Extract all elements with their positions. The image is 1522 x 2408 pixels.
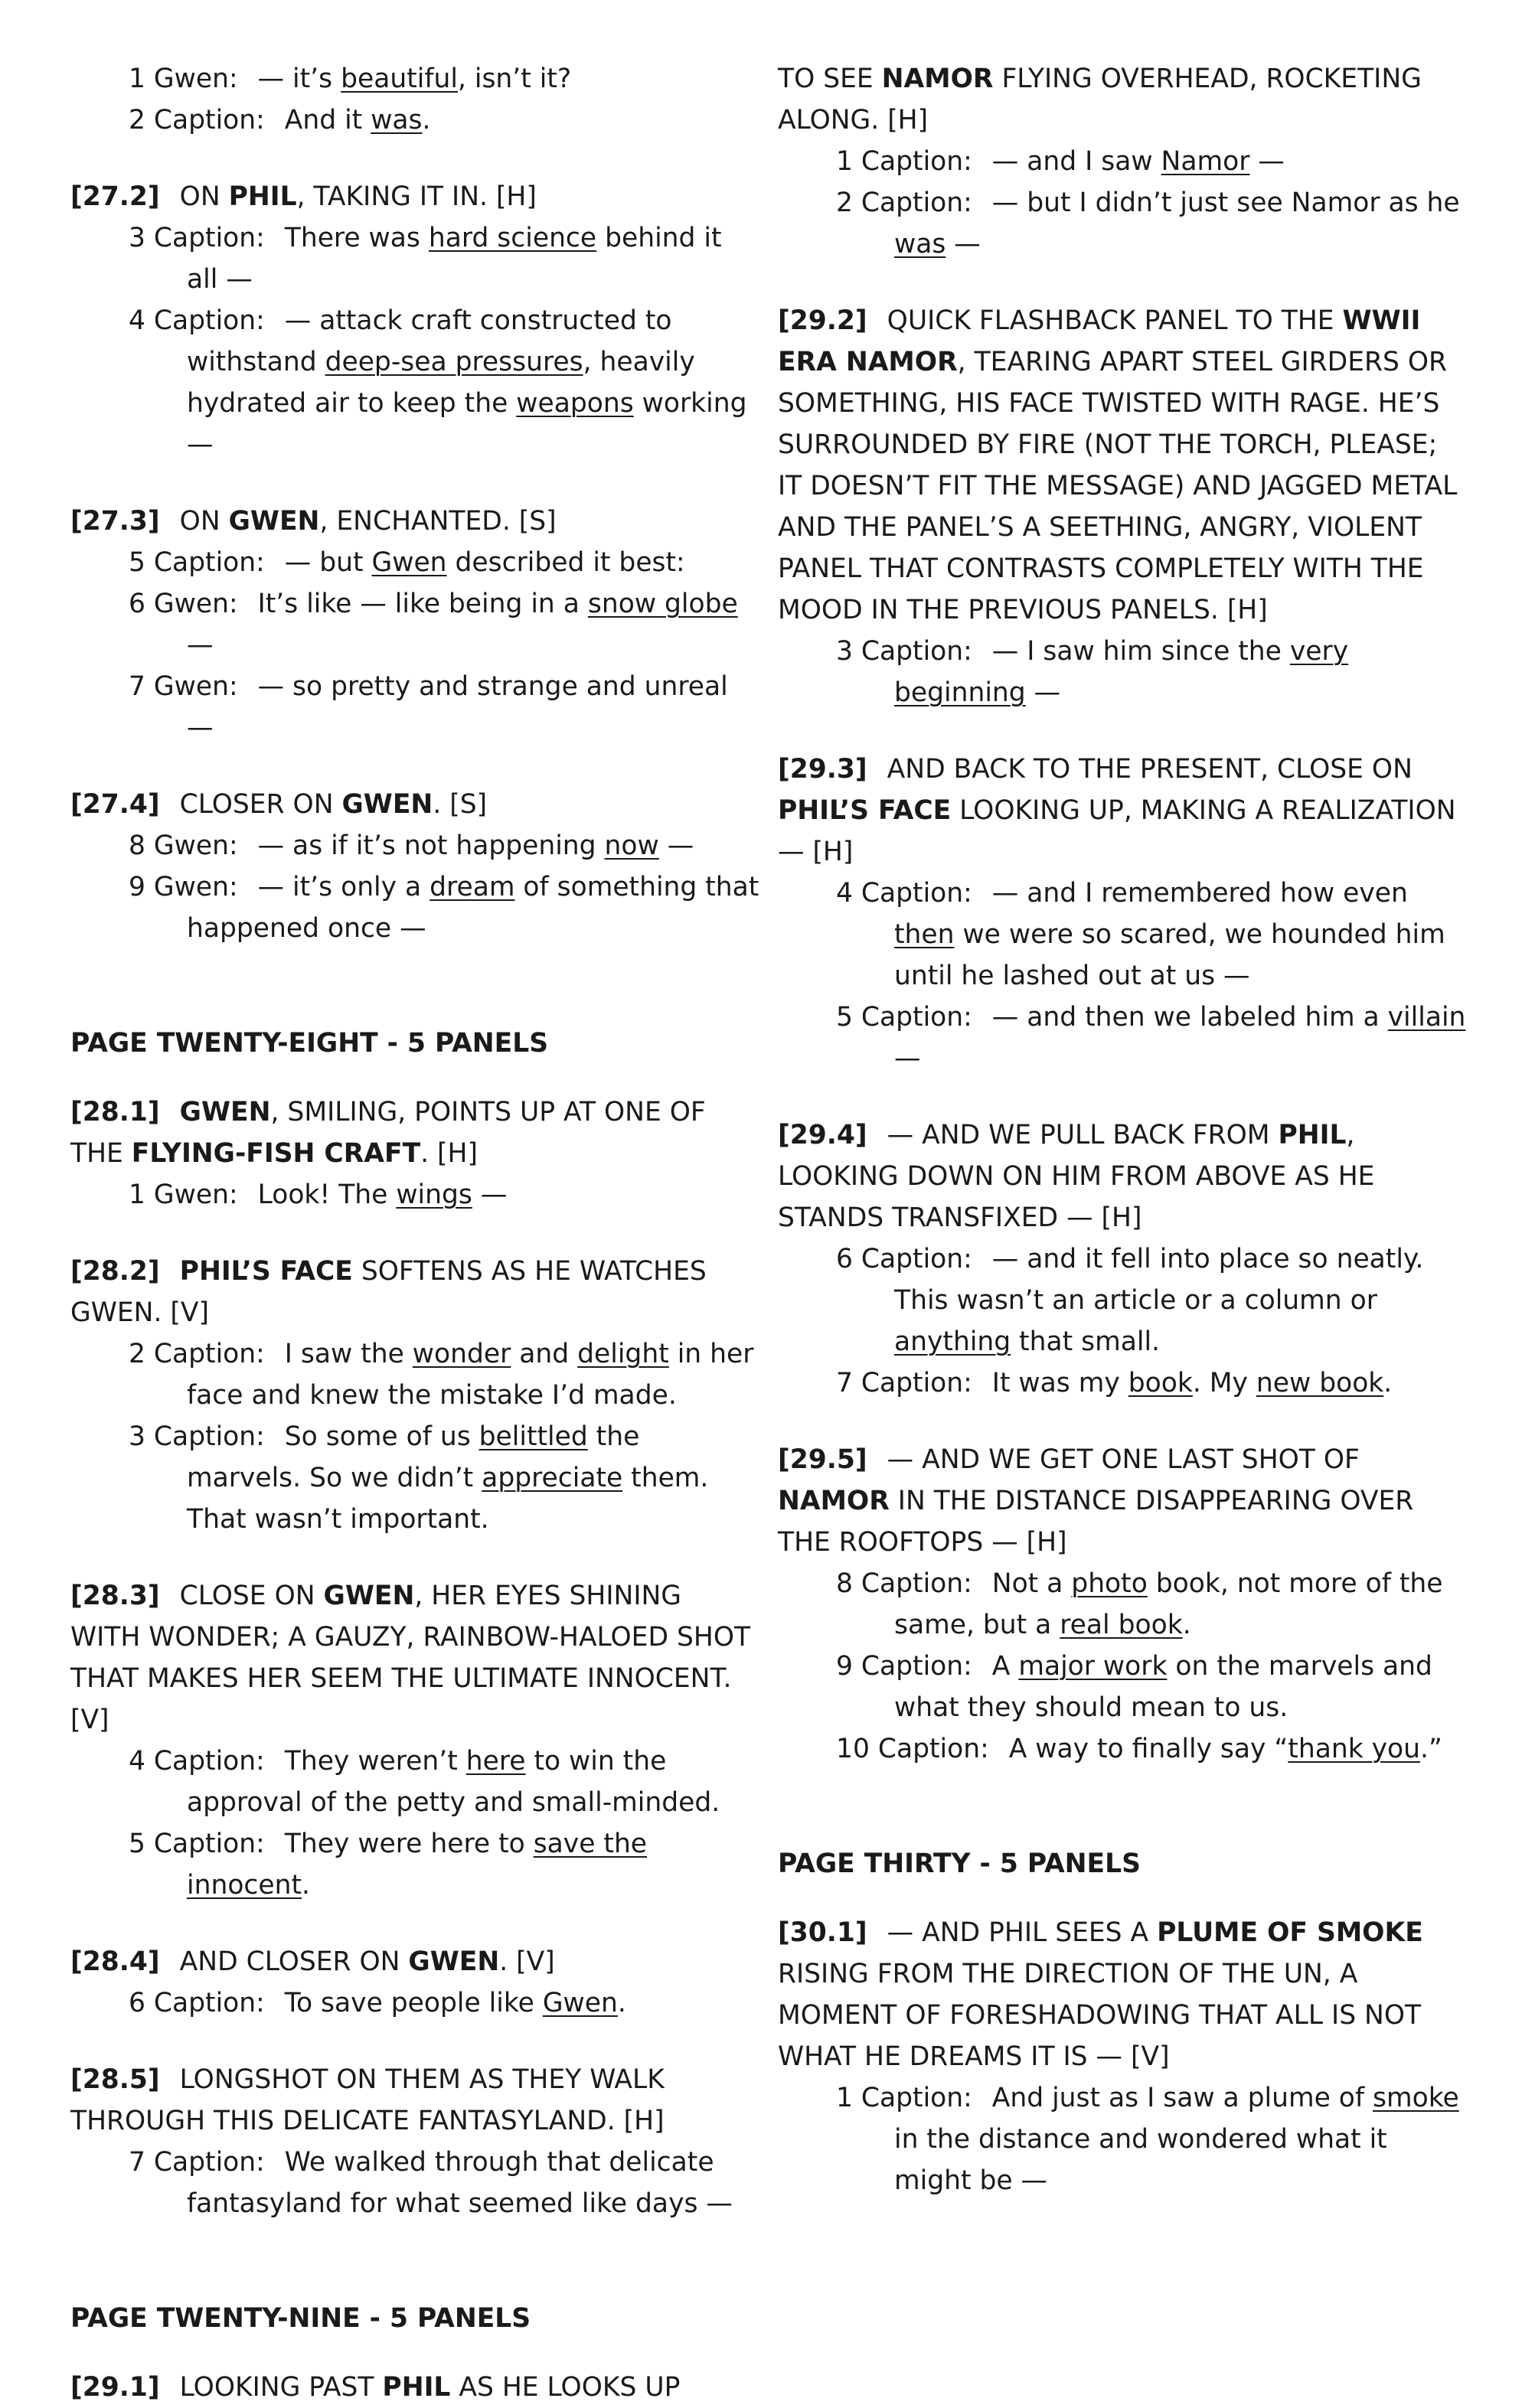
panel-text: QUICK FLASHBACK PANEL TO THE WWII ERA NAMOR, TEARING APART STEEL GIRDERS OR SOMETHING, HIS FACE TWISTED WITH RAGE. HE’S SURROUNDED BY FIRE (NOT THE TORCH, PLEASE; IT DOESN’T FIT THE MESSAGE) AND JAGGED METAL AND THE PANEL’S A SEETHING, ANGRY, VIOLENT PANEL THAT CONTRASTS COMPLETELY WITH THE MOOD IN THE PREVIOUS PANELS. [H]: [778, 305, 1458, 625]
panel-description: [778, 300, 1467, 631]
panel-description: [70, 501, 759, 542]
speaker-label: 2 Caption:: [836, 188, 972, 218]
dialogue-line: [129, 866, 759, 949]
dialogue-line: [836, 631, 1467, 713]
speaker-label: 3 Caption:: [836, 636, 972, 667]
dialogue-line: [836, 2077, 1467, 2201]
speaker-label: 4 Caption:: [129, 305, 265, 336]
speaker-label: 4 Caption:: [836, 878, 972, 909]
panel-number: [28.4]: [70, 1946, 160, 1977]
dialogue-line: [129, 1333, 759, 1416]
speaker-label: 10 Caption:: [836, 1734, 989, 1764]
dialogue-line: [129, 2142, 759, 2224]
panel-text: AND BACK TO THE PRESENT, CLOSE ON PHIL’S FACE LOOKING UP, MAKING A REALIZATION — [H]: [778, 754, 1456, 867]
speaker-label: 1 Gwen:: [129, 1180, 238, 1210]
speaker-label: 6 Caption:: [129, 1988, 265, 2018]
dialogue-line: [129, 1823, 759, 1906]
dialogue-line: [129, 1416, 759, 1540]
speaker-label: 1 Caption:: [836, 2083, 972, 2113]
dialogue-text: There was hard science behind it all —: [187, 223, 722, 295]
panel-number: [27.2]: [70, 181, 160, 212]
panel-description: [70, 176, 759, 217]
dialogue-text: — but Gwen described it best:: [284, 547, 685, 578]
speaker-label: 9 Gwen:: [129, 872, 238, 902]
dialogue-text: — so pretty and strange and unreal —: [187, 671, 728, 743]
dialogue-text: It was my book. My new book.: [991, 1368, 1393, 1398]
speaker-label: 5 Caption:: [129, 1829, 265, 1859]
dialogue-line: [129, 300, 759, 465]
speaker-label: 8 Caption:: [836, 1568, 972, 1599]
page-heading: PAGE THIRTY - 5 PANELS: [778, 1848, 1141, 1879]
dialogue-text: Not a photo book, not more of the same, but a real book.: [894, 1568, 1443, 1640]
dialogue-text: — it’s only a dream of something that happened once —: [187, 872, 759, 944]
speaker-label: 6 Caption:: [836, 1244, 972, 1274]
panel-description: [70, 1251, 759, 1333]
panel-description: [778, 1912, 1467, 2077]
speaker-label: 1 Gwen:: [129, 64, 238, 94]
dialogue-text: And just as I saw a plume of smoke in the distance and wondered what it might be —: [894, 2083, 1459, 2196]
panel-description: [70, 2367, 759, 2408]
speaker-label: 8 Gwen:: [129, 830, 238, 861]
speaker-label: 4 Caption:: [129, 1746, 265, 1777]
panel-number: [28.5]: [70, 2064, 160, 2095]
dialogue-line: [129, 100, 759, 141]
dialogue-text: — I saw him since the very beginning —: [894, 636, 1349, 708]
panel-number: [28.2]: [70, 1256, 160, 1287]
dialogue-text: A way to finally say “thank you.”: [1008, 1734, 1442, 1764]
speaker-label: 7 Caption:: [836, 1368, 972, 1398]
dialogue-text: — attack craft constructed to withstand deep-sea pressures, heavily hydrated air to keep the weapons working —: [187, 305, 747, 460]
speaker-label: 6 Gwen:: [129, 589, 238, 619]
panel-number: [27.3]: [70, 506, 160, 537]
speaker-label: 5 Caption:: [836, 1002, 972, 1033]
dialogue-line: [129, 1982, 759, 2024]
dialogue-text: They weren’t here to win the approval of the petty and small-minded.: [187, 1746, 720, 1818]
panel-text: PHIL’S FACE SOFTENS AS HE WATCHES GWEN. [V]: [70, 1256, 707, 1328]
panel-number: [30.1]: [778, 1917, 867, 1948]
panel-number: [29.1]: [70, 2372, 160, 2403]
dialogue-text: Look! The wings —: [257, 1180, 508, 1210]
dialogue-text: — and it fell into place so neatly. This wasn’t an article or a column or anything that small.: [894, 1244, 1424, 1357]
panel-number: [28.3]: [70, 1581, 160, 1611]
speaker-label: 5 Caption:: [129, 547, 265, 578]
dialogue-line: [129, 666, 759, 749]
dialogue-text: We walked through that delicate fantasyland for what seemed like days —: [187, 2147, 733, 2219]
dialogue-text: — as if it’s not happening now —: [257, 830, 694, 861]
dialogue-line: [836, 1563, 1467, 1646]
panel-description: [778, 749, 1467, 873]
panel-description: [778, 1114, 1467, 1238]
dialogue-text: — it’s beautiful, isn’t it?: [257, 64, 572, 94]
dialogue-text: A major work on the marvels and what they should mean to us.: [894, 1651, 1432, 1723]
panel-text: CLOSER ON GWEN. [S]: [179, 789, 488, 820]
speaker-label: 2 Caption:: [129, 105, 265, 135]
panel-text: CLOSE ON GWEN, HER EYES SHINING WITH WONDER; A GAUZY, RAINBOW-HALOED SHOT THAT MAKES HER SEEM THE ULTIMATE INNOCENT. [V]: [70, 1581, 751, 1735]
dialogue-line: [129, 58, 759, 100]
dialogue-text: And it was.: [284, 105, 431, 135]
speaker-label: 2 Caption:: [129, 1339, 265, 1369]
panel-text: — AND WE GET ONE LAST SHOT OF NAMOR IN THE DISTANCE DISAPPEARING OVER THE ROOFTOPS — [H]: [778, 1444, 1414, 1558]
script-column-left: [70, 58, 759, 2408]
speaker-label: 9 Caption:: [836, 1651, 972, 1682]
panel-text: ON PHIL, TAKING IT IN. [H]: [179, 181, 537, 212]
dialogue-line: [836, 1646, 1467, 1728]
dialogue-line: [129, 825, 759, 866]
script-column-right: [778, 58, 1467, 2201]
dialogue-text: — but I didn’t just see Namor as he was —: [894, 188, 1460, 259]
dialogue-line: [836, 182, 1467, 265]
page-heading: PAGE TWENTY-EIGHT - 5 PANELS: [70, 1028, 549, 1059]
panel-number: [29.5]: [778, 1444, 867, 1475]
panel-text: LONGSHOT ON THEM AS THEY WALK THROUGH THIS DELICATE FANTASYLAND. [H]: [70, 2064, 665, 2136]
speaker-label: 7 Caption:: [129, 2147, 265, 2178]
dialogue-line: [836, 141, 1467, 182]
panel-description: [70, 784, 759, 825]
dialogue-line: [129, 583, 759, 666]
dialogue-text: It’s like — like being in a snow globe —: [187, 589, 738, 661]
panel-number: [28.1]: [70, 1097, 160, 1127]
panel-text: — AND WE PULL BACK FROM PHIL, LOOKING DOWN ON HIM FROM ABOVE AS HE STANDS TRANSFIXED — [H]: [778, 1120, 1375, 1233]
panel-number: [29.4]: [778, 1120, 867, 1150]
panel-text: — AND PHIL SEES A PLUME OF SMOKE RISING FROM THE DIRECTION OF THE UN, A MOMENT OF FORESHADOWING THAT ALL IS NOT WHAT HE DREAMS IT IS — [V]: [778, 1917, 1423, 2072]
page-heading: PAGE TWENTY-NINE - 5 PANELS: [70, 2303, 531, 2334]
speaker-label: 7 Gwen:: [129, 671, 238, 702]
dialogue-text: They were here to save the innocent.: [187, 1829, 648, 1901]
dialogue-line: [836, 1238, 1467, 1362]
speaker-label: 3 Caption:: [129, 1421, 265, 1452]
dialogue-text: — and I saw Namor —: [991, 146, 1285, 177]
panel-description: [70, 1091, 759, 1174]
panel-description: [70, 1941, 759, 1982]
dialogue-line: [129, 542, 759, 583]
dialogue-line: [836, 873, 1467, 997]
panel-continuation: TO SEE NAMOR FLYING OVERHEAD, ROCKETING ALONG. [H]: [778, 64, 1422, 135]
panel-number: [27.4]: [70, 789, 160, 820]
speaker-label: 1 Caption:: [836, 146, 972, 177]
dialogue-line: [129, 1741, 759, 1823]
dialogue-text: So some of us belittled the marvels. So we didn’t appreciate them. That wasn’t important.: [187, 1421, 709, 1535]
dialogue-text: — and I remembered how even then we were so scared, we hounded him until he lashed out at us —: [894, 878, 1445, 991]
dialogue-line: [836, 1728, 1467, 1770]
panel-text: LOOKING PAST PHIL AS HE LOOKS UP: [179, 2372, 681, 2403]
dialogue-text: To save people like Gwen.: [284, 1988, 626, 2018]
panel-text: GWEN, SMILING, POINTS UP AT ONE OF THE FLYING-FISH CRAFT. [H]: [70, 1097, 706, 1169]
panel-description: [778, 1439, 1467, 1563]
dialogue-line: [129, 1174, 759, 1215]
dialogue-line: [129, 217, 759, 300]
panel-text: AND CLOSER ON GWEN. [V]: [179, 1946, 555, 1977]
panel-number: [29.3]: [778, 754, 867, 785]
dialogue-text: I saw the wonder and delight in her face and knew the mistake I’d made.: [187, 1339, 754, 1411]
panel-number: [29.2]: [778, 305, 867, 336]
panel-description: [70, 1575, 759, 1741]
dialogue-line: [836, 1362, 1467, 1404]
panel-text: ON GWEN, ENCHANTED. [S]: [179, 506, 557, 537]
panel-description: [70, 2059, 759, 2142]
dialogue-line: [836, 997, 1467, 1079]
speaker-label: 3 Caption:: [129, 223, 265, 253]
dialogue-text: — and then we labeled him a villain —: [894, 1002, 1466, 1074]
